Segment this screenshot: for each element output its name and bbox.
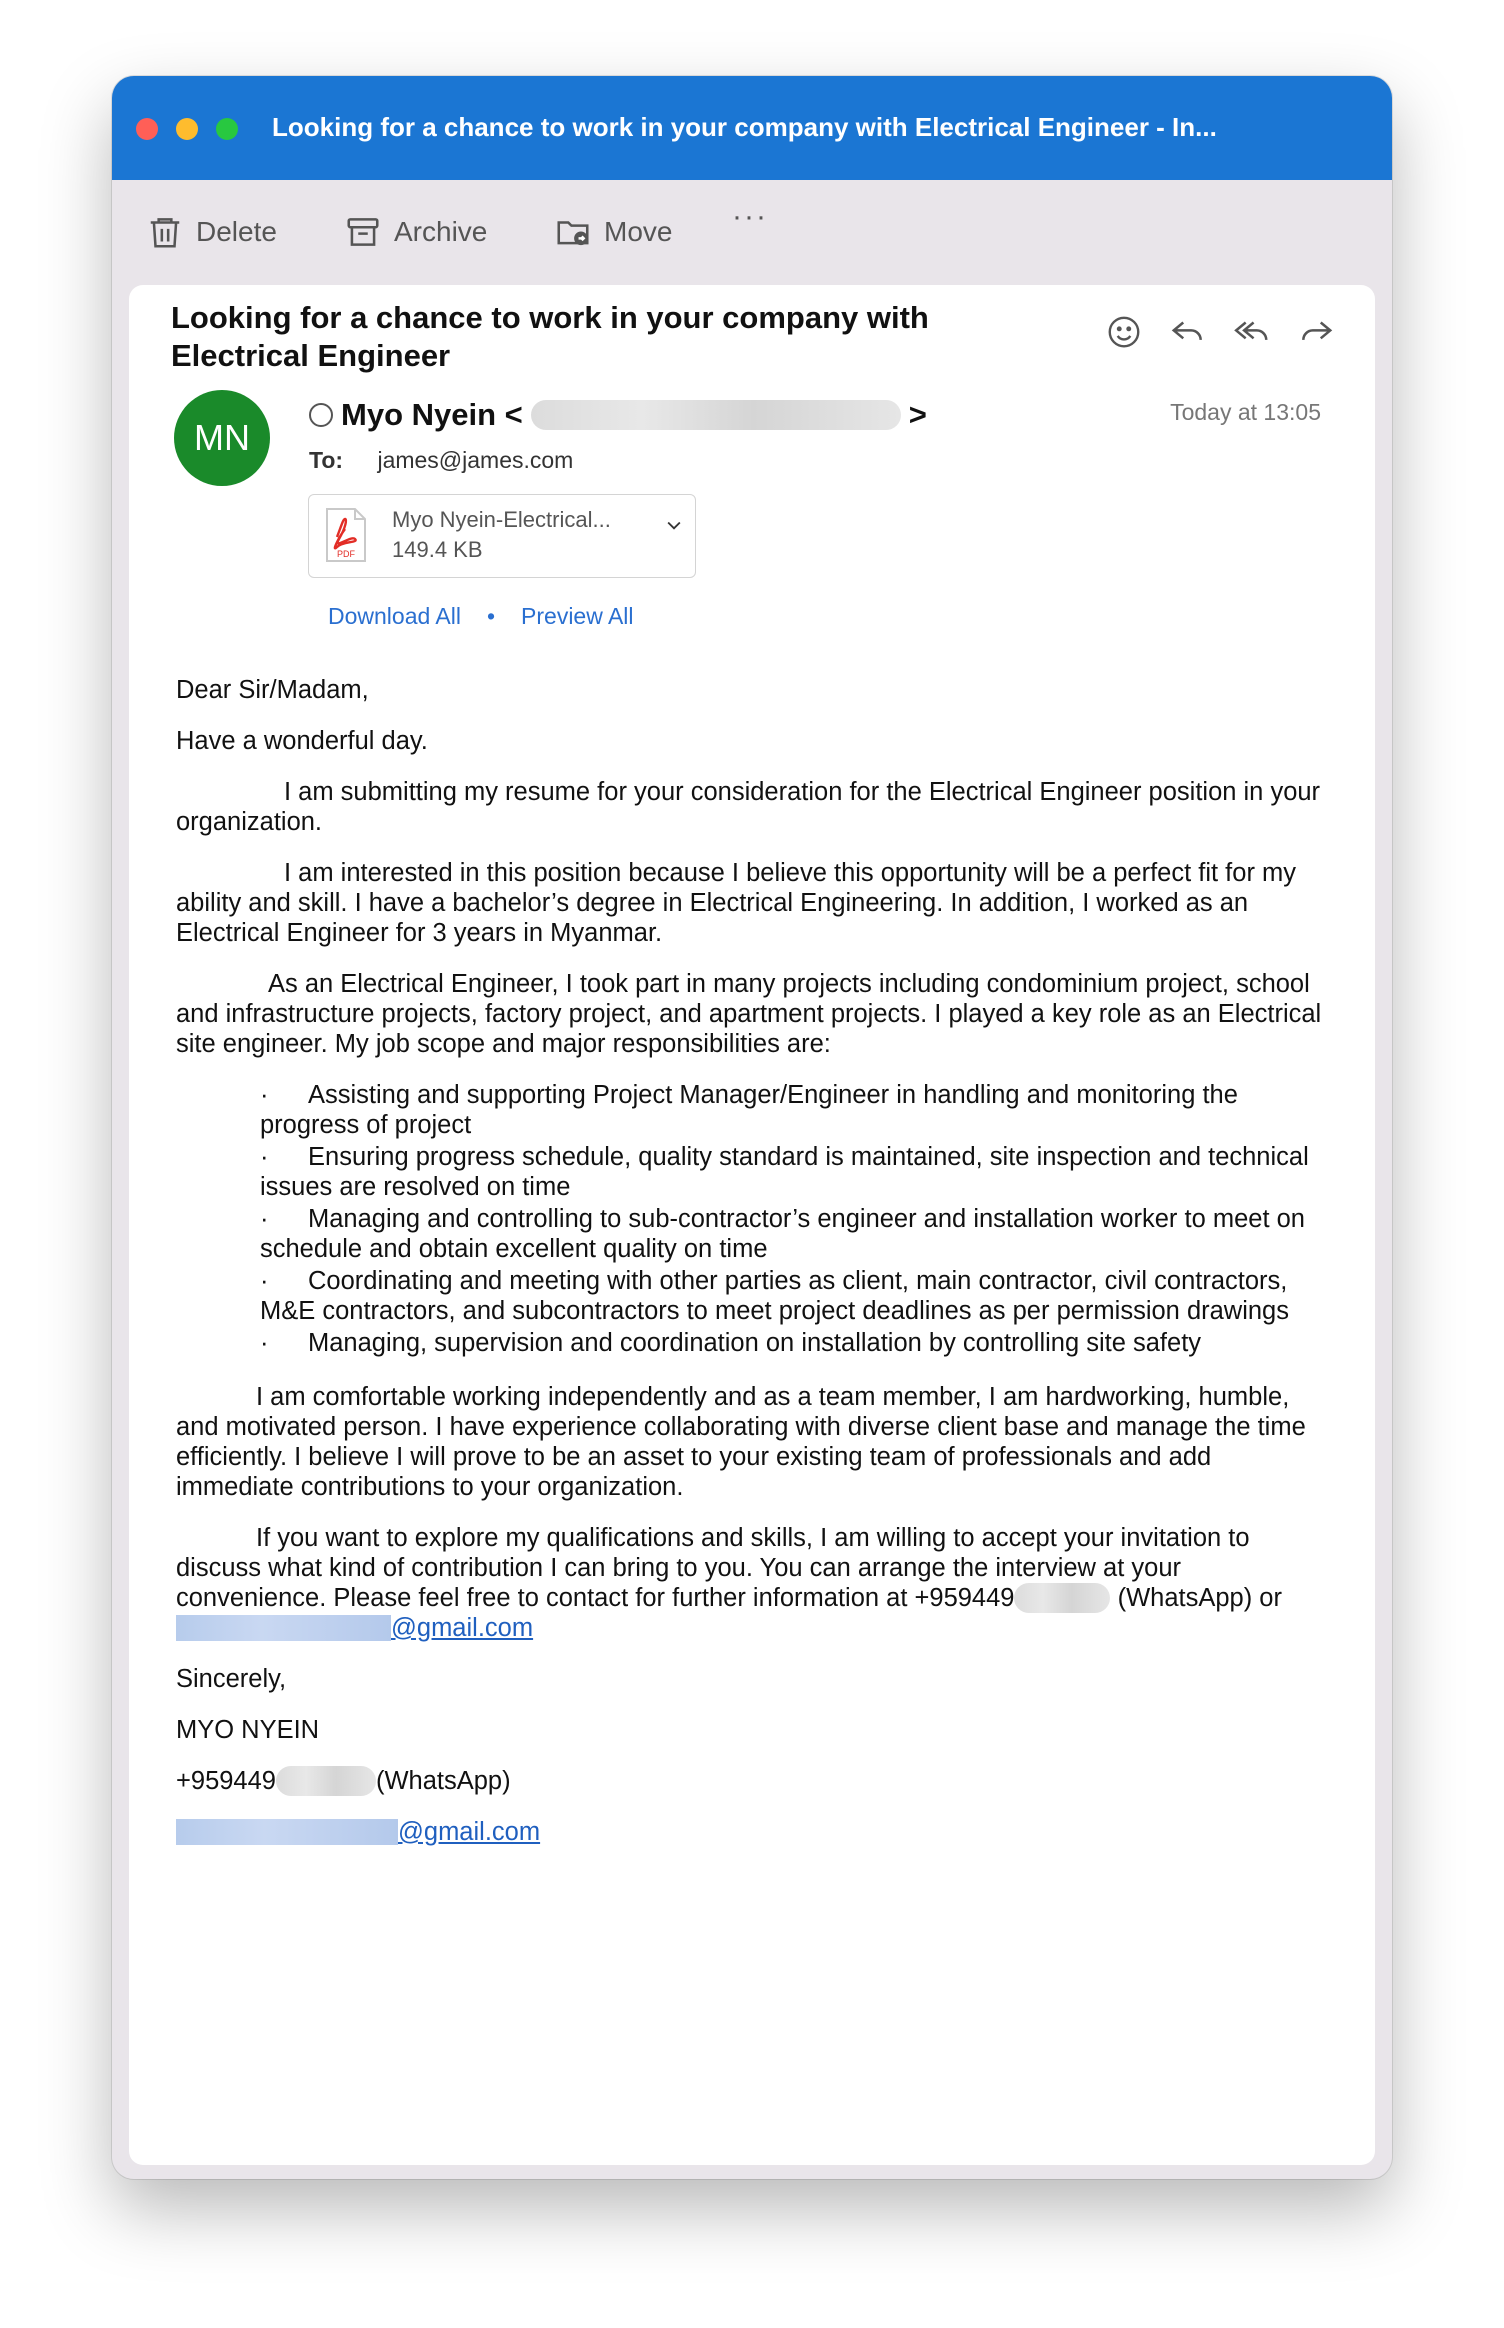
bullet-marker: · — [260, 1329, 269, 1357]
email-domain: @gmail.com — [391, 1614, 534, 1642]
list-item — [260, 1328, 1326, 1358]
minimize-window-button[interactable] — [176, 118, 198, 140]
sender-avatar: MN — [174, 390, 270, 486]
message-subject: Looking for a chance to work in your company with Electrical Engineer — [171, 300, 929, 373]
bullet-text: Assisting and supporting Project Manager/Engineer in handling and monitoring the progress of project — [260, 1081, 1238, 1139]
mail-window — [112, 76, 1392, 2179]
attachment-size: 149.4 KB — [392, 537, 483, 562]
message-body — [176, 675, 1326, 1868]
delete-label: Delete — [196, 216, 277, 247]
bullet-marker: · — [260, 1205, 269, 1233]
message-view — [129, 285, 1375, 2165]
reply-icon[interactable] — [1169, 313, 1207, 351]
pdf-type-label: PDF — [337, 549, 355, 559]
link-separator: • — [486, 603, 496, 629]
signature-name: MYO NYEIN — [176, 1716, 320, 1744]
zoom-window-button[interactable] — [216, 118, 238, 140]
list-item — [260, 1204, 1326, 1264]
closing: Sincerely, — [176, 1665, 287, 1693]
redacted-phone — [1014, 1583, 1110, 1613]
bullet-text: Coordinating and meeting with other parties as client, main contractor, civil contractors, M&E contractors, and subcontractors to meet project deadlines as per permission drawings — [260, 1267, 1289, 1325]
body-paragraph-5 — [176, 1523, 1326, 1643]
attachment-links — [328, 603, 634, 630]
body-paragraph-4: I am comfortable working independently and as a team member, I am hardworking, humble, and motivated person. I have experience collaborating with diverse client base and manage the time efficiently. I believe I will prove to be an asset to your existing team of professionals and add immediate contributions to your organization. — [176, 1383, 1306, 1501]
redacted-phone — [276, 1766, 376, 1796]
redacted-email — [176, 1615, 391, 1641]
bullet-marker: · — [260, 1143, 269, 1171]
bullet-text: Managing, supervision and coordination on installation by controlling site safety — [308, 1329, 1202, 1357]
to-address[interactable]: james@james.com — [377, 447, 574, 473]
bullet-text: Ensuring progress schedule, quality standard is maintained, site inspection and technical issues are resolved on time — [260, 1143, 1309, 1201]
preview-all-link[interactable]: Preview All — [521, 603, 634, 629]
email-link[interactable] — [176, 1614, 533, 1642]
archive-label: Archive — [394, 216, 488, 247]
body-paragraph-3: As an Electrical Engineer, I took part in many projects including condominium project, school and infrastructure projects, factory project, and apartment projects. I played a key role as an Electrical site engineer. My job scope and major responsibilities are: — [176, 970, 1322, 1058]
signature-phone-suffix: (WhatsApp) — [375, 1767, 511, 1795]
body-paragraph-1: I am submitting my resume for your consideration for the Electrical Engineer position in your organization. — [176, 778, 1321, 836]
move-label: Move — [604, 216, 673, 247]
list-item — [260, 1266, 1326, 1326]
message-date: Today at 13:05 — [1170, 399, 1321, 425]
signature-phone-prefix: +959449 — [176, 1767, 276, 1795]
attachment-card[interactable] — [308, 494, 696, 578]
bullet-marker: · — [260, 1081, 269, 1109]
responsibilities-list — [260, 1080, 1326, 1358]
move-button[interactable] — [554, 210, 672, 254]
bullet-text: Managing and controlling to sub-contractor’s engineer and installation worker to meet on schedule and obtain excellent quality on time — [260, 1205, 1305, 1263]
unread-indicator-icon[interactable] — [309, 403, 333, 427]
sender-close-bracket: > — [908, 397, 927, 432]
pdf-file-icon — [325, 507, 367, 563]
signature-email — [176, 1817, 1326, 1847]
to-label: To: — [309, 447, 344, 473]
greeting: Dear Sir/Madam, — [176, 676, 369, 704]
recipients-row — [309, 447, 573, 474]
contact-sentence: If you want to explore my qualifications and skills, I am willing to accept your invitation to discuss what kind of contribution I can bring to you. You can arrange the interview at your convenience. Please feel free to contact for further information at +959449 — [176, 1524, 1250, 1612]
delete-button[interactable] — [146, 210, 277, 254]
forward-icon[interactable] — [1297, 313, 1335, 351]
list-item — [260, 1142, 1326, 1202]
sender-row — [309, 397, 927, 433]
archive-button[interactable] — [344, 210, 487, 254]
folder-move-icon — [554, 213, 592, 251]
bullet-marker: · — [260, 1267, 269, 1295]
more-actions-button[interactable]: ··· — [732, 200, 768, 233]
whatsapp-or: (WhatsApp) or — [1117, 1584, 1282, 1612]
redacted-email — [176, 1819, 398, 1845]
attachment-name: Myo Nyein-Electrical... — [392, 507, 611, 532]
signature-email-link[interactable] — [176, 1818, 540, 1846]
message-actions — [1105, 313, 1335, 351]
opening-line: Have a wonderful day. — [176, 727, 428, 755]
title-bar — [112, 76, 1392, 180]
close-window-button[interactable] — [136, 118, 158, 140]
window-title: Looking for a chance to work in your company with Electrical Engineer - In... — [272, 112, 1217, 142]
download-all-link[interactable]: Download All — [328, 603, 461, 629]
redacted-sender-email — [531, 400, 901, 430]
archive-icon — [344, 213, 382, 251]
chevron-down-icon[interactable] — [667, 521, 681, 531]
signature-phone — [176, 1766, 1326, 1796]
emoji-reaction-icon[interactable] — [1105, 313, 1143, 351]
sender-name[interactable]: Myo Nyein < — [341, 397, 523, 432]
body-paragraph-2: I am interested in this position because I believe this opportunity will be a perfect fit for my ability and skill. I have a bachelor’s degree in Electrical Engineering. In addition, I worked as an Electrical Engineer for 3 years in Myanmar. — [176, 859, 1297, 947]
list-item — [260, 1080, 1326, 1140]
trash-icon — [146, 213, 184, 251]
signature-email-domain: @gmail.com — [398, 1818, 541, 1846]
reply-all-icon[interactable] — [1233, 313, 1271, 351]
